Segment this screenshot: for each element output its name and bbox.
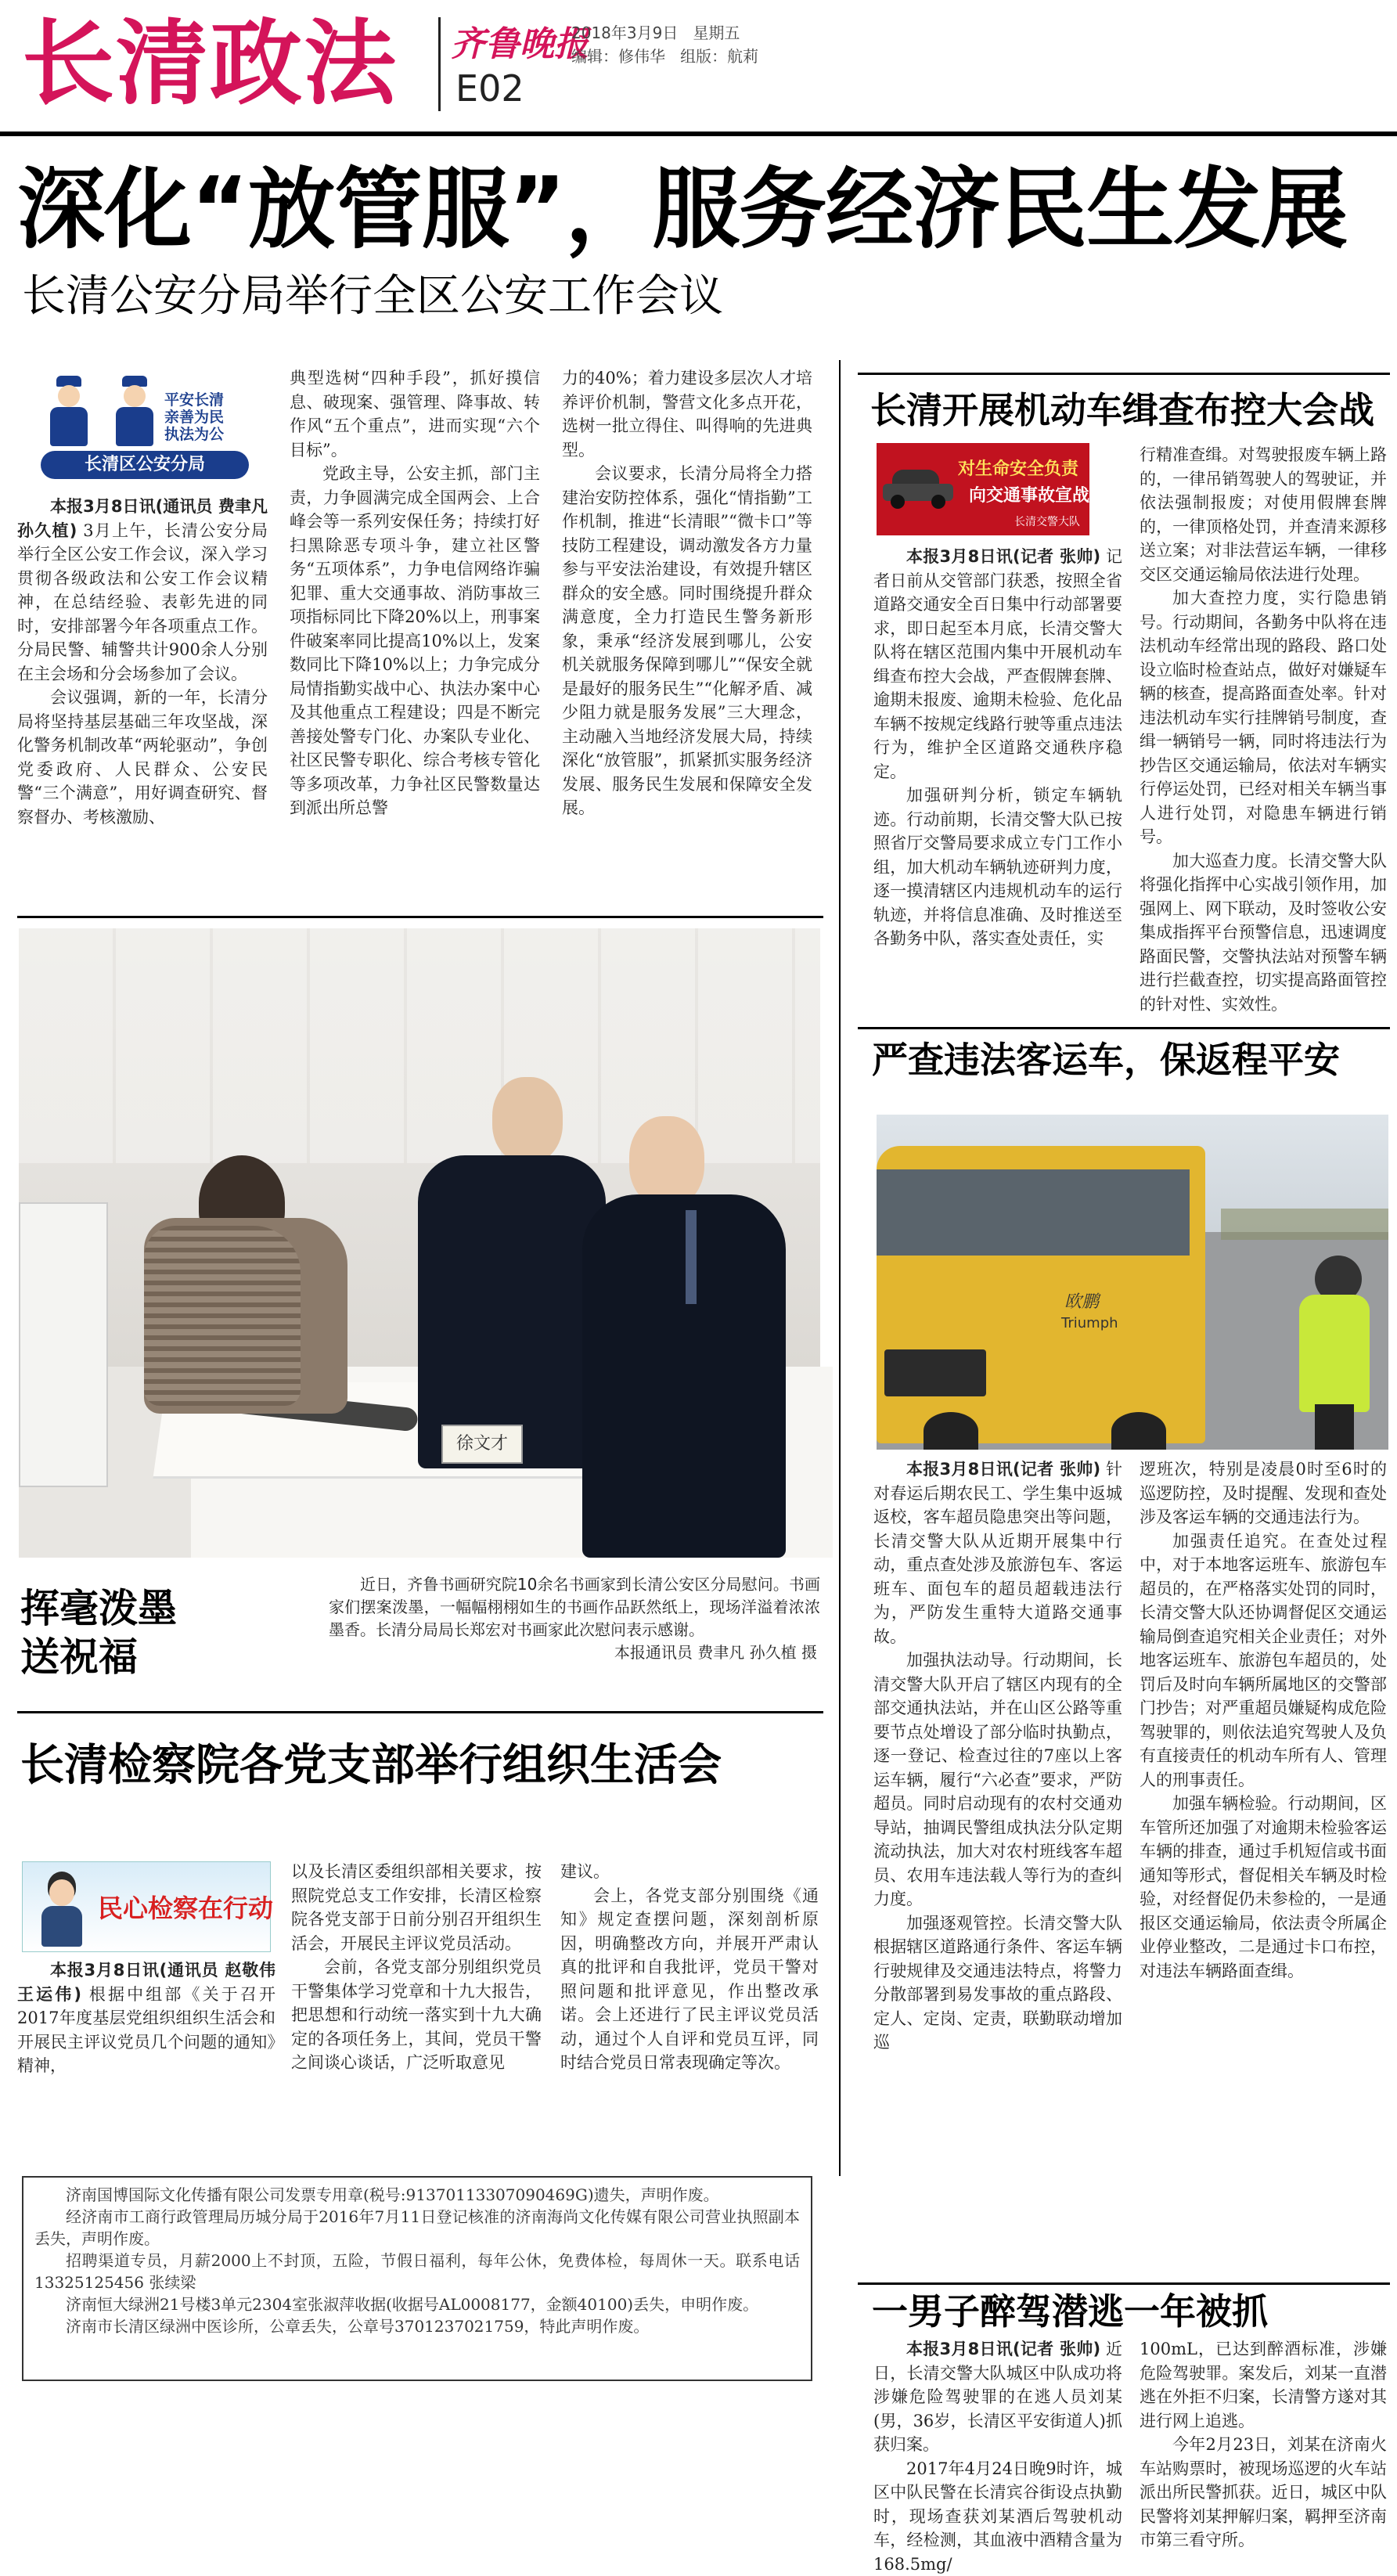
dateline: 本报3月8日讯(通讯员 费聿凡 孙久植)	[17, 497, 268, 540]
story-rule	[17, 1711, 823, 1713]
issue-date	[571, 20, 740, 43]
paragraph: 3月上午，长清公安分局举行全区公安工作会议，深入学习贯彻各级政法和公安工作会议精神，在总结经验、表彰先进的同时，安排部署今年各项重点工作。分局民警、辅警共计900余人分别在主会场和分会场参加了会议。	[17, 521, 268, 683]
dui-column-1	[873, 2337, 1122, 2397]
paragraph: 2017年4月24日晚9时许，城区中队民警在长清宾谷街设点执勤时，现场查获刘某酒后驾驶机动车，经检测，其血液中酒精含量为168.5mg/	[873, 2457, 1122, 2576]
lead-headline: 深化“放管服”，服务经济民生发展	[17, 155, 1347, 265]
vehicle-column-2	[1140, 443, 1387, 1025]
paragraph: 会议要求，长清分局将全力搭建治安防控体系，强化“情指勤”工作机制，推进“长清眼”“微卡口”等技防工程建设，调动激发各方力量参与平安法治建设，有效提升辖区群众的安全感。同时围绕提升群众满意度，全力打造民生警务新形象，秉承“经济发展到哪儿，公安机关就服务保障到哪儿”“保安全就是最好的服务民生”“化解矛盾、减少阻力就是服务发展”三大理念，主动融入当地经济发展大局，持续深化“放管服”，抓紧抓实服务经济发展、服务民生发展和保障安全发展。	[562, 462, 812, 820]
lead-column-1-p1	[17, 495, 268, 686]
police-officer-icon	[49, 376, 89, 448]
paragraph: 逻班次，特别是凌晨0时至6时的巡逻防控，及时提醒、发现和查处涉及客运车辆的交通违法行为。	[1140, 1457, 1387, 1529]
vehicle-column-1	[873, 545, 1122, 1025]
editors	[571, 44, 758, 67]
vehicle-headline: 长清开展机动车缉查布控大会战	[870, 387, 1374, 434]
paragraph: 加强车辆检验。行动期间，区车管所还加强了对逾期未检验客运车辆的排查，通过手机短信或书面通知等形式，督促相关车辆及时检验，对经督促仍未参检的，一是通报区交通运输局，依法责令所属企业停业整改，二是通过卡口布控，对违法车辆路面查缉。	[1140, 1792, 1387, 1983]
photo-headline-line-1: 挥毫泼墨	[20, 1584, 177, 1633]
paragraph: 会前，各党支部分别组织党员干警集体学习党章和十九大报告，把思想和行动统一落实到十九大确定的各项任务上，其间，党员干警之间谈心谈话，广泛听取意见	[291, 1955, 542, 2075]
editor: 编辑：修伟华	[571, 47, 665, 66]
banner-caption: 长清交警大队	[1014, 513, 1080, 529]
classified-notices	[22, 2176, 812, 2381]
vehicle-column-1-p1	[873, 545, 1122, 784]
date: 2018年3月9日	[571, 23, 678, 42]
lead-column-3	[562, 366, 812, 870]
paragraph: 建议。	[560, 1860, 819, 1884]
paragraph: 党政主导，公安主抓，部门主责，力争圆满完成全国两会、上合峰会等一系列安保任务；持续打好扫黑除恶专项斗争，建立社区警务“五项体系”，力争电信网络诈骗犯罪、重大交通事故、消防事故三项指标同比下降20%以上，刑事案件破案率同比提高10%以上，发案数同比下降10%以上；力争完成分局情指勤实战中心、执法办案中心及其他重点工程建设；四是不断完善接处警专门化、办案队专业化、社区民警专职化、综合考核专管化等多项改革，力争社区民警数量达到派出所总警	[290, 462, 540, 820]
dui-headline: 一男子醉驾潜逃一年被抓	[872, 2289, 1268, 2334]
paragraph: 加大查控力度，实行隐患销号。行动期间，各勤务中队将在违法机动车经常出现的路段、路口处设立临时检查站点，做好对嫌疑车辆的核查，提高路面查处率。针对违法机动车实行挂牌销号制度，查缉一辆销号一辆，同时将违法行为抄告区交通运输局，依法对车辆实行停运处罚，已经对相关车辆当事人进行处罚，对隐患车辆进行销号。	[1140, 586, 1387, 849]
procuratorate-banner	[22, 1861, 271, 1952]
paragraph: 加强执法动导。行动期间，长清交警大队开启了辖区内现有的全部交通执法站，并在山区公路等重要节点处增设了部分临时执勤点，逐一登记、检查过往的7座以上客运车辆，履行“六必查”要求，严防超员。同时启动现有的农村交通劝导站，抽调民警组成执法分队定期流动执法，加大对农村班线客车超员、农用车违法载人等行为的查纠力度。	[873, 1648, 1122, 1911]
dateline: 本报3月8日讯(记者 张帅)	[906, 547, 1100, 566]
caption-text: 近日，齐鲁书画研究院10余名书画家到长清公安区分局慰问。书画家们摆案泼墨，一幅幅栩栩如生的书画作品跃然纸上，现场洋溢着浓浓墨香。长清分局局长郑宏对书画家此次慰问表示感谢。	[329, 1575, 820, 1639]
notice: 济南市长清区绿洲中医诊所，公章丢失，公章号3701237021759，特此声明作废。	[34, 2315, 800, 2337]
paragraph: 针对春运后期农民工、学生集中返城返校，客车超员隐患突出等问题，长清交警大队从近期开展集中行动，重点查处涉及旅游包车、客运班车、面包车的超员超载违法行为，严防发生重特大道路交通事故。	[873, 1460, 1122, 1646]
banner-text: 民心检察在行动	[98, 1889, 273, 1925]
paragraph: 加强责任追究。在查处过程中，对于本地客运班车、旅游包车超员的，在严格落实处罚的同时，长清交警大队还协调督促区交通运输局倒查追究相关企业责任；对外地客运班车、旅游包车超员的，处罚后及时向车辆所属地区的交警部门抄告；对严重超员嫌疑构成危险驾驶罪的，则依法追究驾驶人及负有直接责任的机动车所有人、管理人的刑事责任。	[1140, 1529, 1387, 1792]
bus-inspection-photo	[877, 1115, 1388, 1450]
paragraph: 加强逐观管控。长清交警大队根据辖区道路通行条件、客运车辆行驶规律及交通违法特点，将警力分散部署到易发事故的重点路段、定人、定岗、定责，联勤联动增加巡	[873, 1911, 1122, 2055]
masthead-rule	[0, 132, 1397, 136]
page-number: E02	[455, 67, 524, 110]
slogan-line-3: 执法为公	[164, 426, 224, 443]
paragraph: 近日，长清交警大队城区中队成功将涉嫌危险驾驶罪的在逃人员刘某(男，36岁，长清区平安街道人)抓获归案。	[873, 2340, 1122, 2454]
person-icon	[38, 1872, 85, 1947]
logo-slogan	[164, 391, 224, 443]
slogan-line-1: 平安长清	[164, 391, 224, 409]
story-rule	[858, 1027, 1390, 1029]
traffic-safety-banner	[877, 443, 1089, 535]
photo-headline-line-2: 送祝福	[20, 1633, 177, 1681]
notice: 经济南市工商行政管理局历城分局于2016年7月11日登记核准的济南海尚文化传媒有限公司营业执照副本丢失，声明作废。	[34, 2206, 800, 2250]
dateline: 本报3月8日讯(记者 张帅)	[906, 1460, 1100, 1479]
vertical-divider	[839, 360, 841, 2176]
story-rule	[858, 2282, 1390, 2285]
paragraph: 记者日前从交管部门获悉，按照全省道路交通安全百日集中行动部署要求，即日起至本月底，长清交警大队将在辖区范围内集中开展机动车缉查布控大会战，严查假牌套牌、逾期未报废、逾期未检验、危化品车辆不按规定线路行驶等重点违法行为，维护全区道路交通秩序稳定。	[873, 547, 1122, 781]
coach-column-1	[873, 1457, 1122, 2279]
dui-column-2	[1140, 2337, 1387, 2397]
story-rule	[858, 373, 1390, 375]
procuratorate-column-2	[291, 1860, 542, 2170]
procuratorate-column-1	[17, 1958, 275, 2170]
photo-credit: 本报通讯员 费聿凡 孙久植 摄	[329, 1641, 820, 1664]
paragraph: 典型选树“四种手段”，抓好摸信息、破现案、强管理、降事故、转作风“五个重点”，进而实现“六个目标”。	[290, 366, 540, 462]
coach-headline: 严查违法客运车，保返程平安	[872, 1036, 1340, 1083]
bureau-banner: 长清区公安分局	[41, 451, 249, 479]
lead-subhead: 长清公安分局举行全区公安工作会议	[22, 269, 723, 324]
notice: 招聘渠道专员，月薪2000上不封顶，五险，节假日福利，每年公休，免费体检，每周休一天。联系电话13325125456 张续梁	[34, 2250, 800, 2293]
paragraph: 100mL，已达到醉酒标准，涉嫌危险驾驶罪。案发后，刘某一直潜逃在外拒不归案，长清警方遂对其进行网上追逃。	[1140, 2337, 1387, 2433]
paragraph: 今年2月23日，刘某在济南火车站购票时，被现场巡逻的火车站派出所民警抓获。近日，城区中队民警将刘某押解归案，羁押至济南市第三看守所。	[1140, 2433, 1387, 2553]
procuratorate-column-3	[560, 1860, 819, 2170]
dateline: 本报3月8日讯(通讯员 赵敬伟 王运伟)	[17, 1961, 275, 2004]
lead-column-1	[17, 495, 268, 870]
weekday: 星期五	[693, 23, 740, 42]
desk-name-sign: 徐文才	[441, 1425, 523, 1464]
dui-column-1-p1	[873, 2337, 1122, 2457]
bus-label: 欧鹏	[1064, 1288, 1099, 1313]
coach-column-1-p1	[873, 1457, 1122, 1648]
car-icon	[883, 470, 953, 509]
layout-editor: 组版：航莉	[680, 47, 758, 66]
paragraph: 根据中组部《关于召开2017年度基层党组织组织生活会和开展民主评议党员几个问题的通知》精神，	[17, 1985, 275, 2076]
calligraphy-photo	[19, 928, 820, 1558]
paragraph: 行精准查缉。对驾驶报废车辆上路的，一律吊销驾驶人的驾驶证，并依法强制报废；对使用假牌套牌的，一律顶格处罚，并查清来源移送立案；对非法营运车辆，一律移交区交通运输局依法进行处理。	[1140, 443, 1387, 586]
paragraph: 加大巡查力度。长清交警大队将强化指挥中心实战引领作用，加强网上、网下联动，及时签收公安集成指挥平台预警信息，迅速调度路面民警，交警执法站对预警车辆进行拦截查控，切实提高路面管控的针对性、实效性。	[1140, 849, 1387, 1017]
police-logo	[31, 368, 258, 485]
paragraph: 会上，各党支部分别围绕《通知》规定查摆问题，深刻剖析原因，明确整改方向，并展开严肃认真的批评和自我批评，党员干警对照问题和批评意见，作出整改承诺。会上还进行了民主评议党员活动，通过个人自评和党员互评，同时结合党员日常表现确定等次。	[560, 1884, 819, 2075]
paragraph: 加强研判分析，锁定车辆轨迹。行动前期，长清交警大队已按照省厅交警局要求成立专门工作小组，加大机动车辆轨迹研判力度，逐一摸清辖区内违规机动车的运行轨迹，并将信息准确、及时推送至各勤务中队，落实查处责任，实	[873, 784, 1122, 951]
procuratorate-headline: 长清检察院各党支部举行组织生活会	[20, 1738, 722, 1794]
paragraph: 力的40%；着力建设多层次人才培养评价机制，警营文化多点开花，选树一批立得住、叫得响的先进典型。	[562, 366, 812, 462]
banner-subtitle: 向交通事故宣战	[969, 482, 1089, 506]
bus-brand: Triumph	[1061, 1315, 1118, 1331]
slogan-line-2: 亲善为民	[164, 409, 224, 426]
masthead-divider	[438, 17, 441, 111]
coach-column-2	[1140, 1457, 1387, 2279]
procuratorate-column-1-p1	[17, 1958, 275, 2078]
photo-caption	[329, 1573, 820, 1664]
story-rule	[17, 916, 823, 918]
banner-title: 对生命安全负责	[958, 456, 1078, 480]
lead-column-2	[290, 366, 540, 870]
dateline: 本报3月8日讯(记者 张帅)	[906, 2340, 1100, 2358]
paper-name-logo: 齐鲁晚报	[451, 16, 589, 66]
section-title: 长清政法	[22, 5, 398, 122]
paragraph: 会议强调，新的一年，长清分局将坚持基层基础三年攻坚战，深化警务机制改革“两轮驱动”，争创党委政府、人民群众、公安民警“三个满意”，用好调查研究、督察督办、考核激励、	[17, 686, 268, 829]
notice: 济南恒大绿洲21号楼3单元2304室张淑萍收据(收据号AL0008177，金额40100)丢失，申明作废。	[34, 2293, 800, 2315]
photo-headline	[20, 1584, 177, 1681]
police-officer-icon	[114, 376, 155, 448]
paragraph: 以及长清区委组织部相关要求，按照院党总支工作安排，长清区检察院各党支部于日前分别召开组织生活会，开展民主评议党员活动。	[291, 1860, 542, 1955]
notice: 济南国博国际文化传播有限公司发票专用章(税号:91370113307090469G)遗失，声明作废。	[34, 2184, 800, 2206]
